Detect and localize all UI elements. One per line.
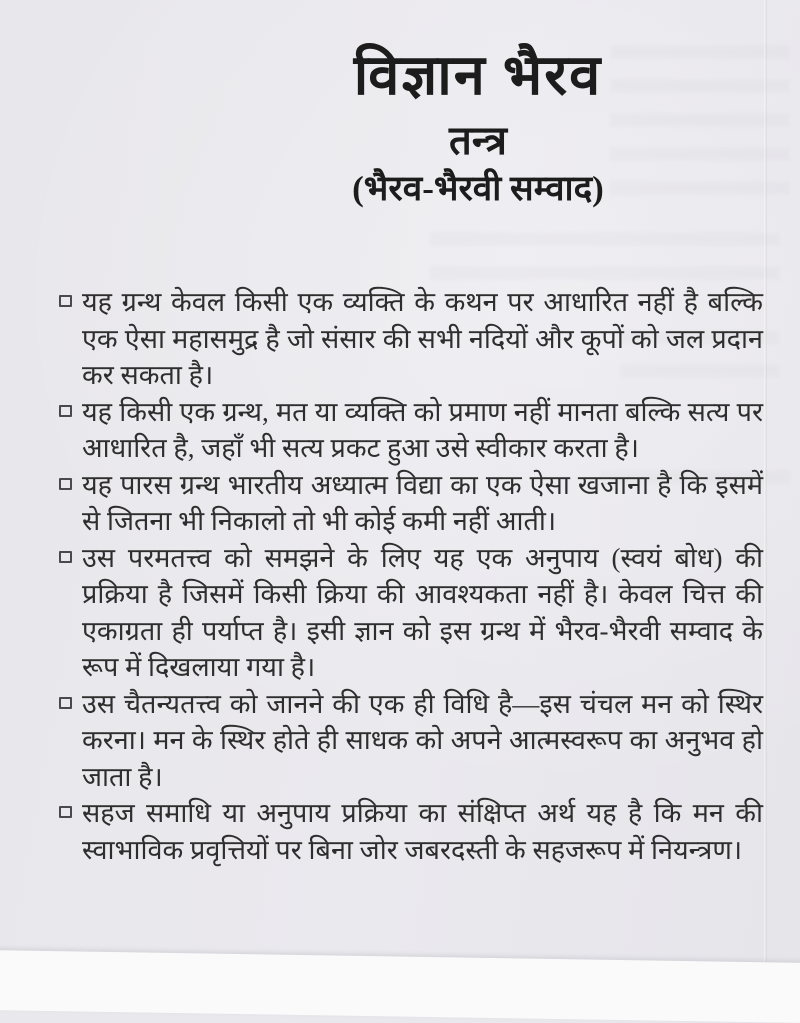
list-item bbox=[59, 394, 763, 467]
checkbox-icon bbox=[59, 295, 72, 307]
checkbox-icon bbox=[59, 478, 72, 490]
bullet-text: उस परमतत्त्व को समझने के लिए यह एक अनुपाय (स्वयं बोध) की प्रक्रिया है जिसमें किसी क्रिया की आवश्यकता नहीं है। केवल चित्त की एकाग्रता ही पर्याप्त है। इसी ज्ञान को इस ग्रन्थ में भैरव-भैरवी सम्वाद के रूप में दिखलाया गया है। bbox=[82, 542, 763, 682]
list-item bbox=[59, 284, 763, 394]
bullet-text: सहज समाधि या अनुपाय प्रक्रिया का संक्षिप्त अर्थ यह है कि मन की स्वाभाविक प्रवृत्तियों पर बिना जोर जबरदस्ती के सहजरूप में नियन्त्रण। bbox=[82, 798, 763, 865]
title-block bbox=[78, 36, 800, 212]
list-item bbox=[59, 540, 763, 686]
scan-edge bbox=[0, 950, 800, 1023]
page-subtitle-note: (भैरव-भैरवी सम्वाद) bbox=[352, 169, 604, 208]
bullet-text: यह पारस ग्रन्थ भारतीय अध्यात्म विद्या का एक ऐसा खजाना है कि इसमें से जितना भी निकालो तो भी कोई कमी नहीं आती। bbox=[82, 469, 763, 536]
list-item bbox=[59, 467, 763, 540]
checkbox-icon bbox=[59, 551, 72, 563]
list-item bbox=[59, 686, 763, 796]
bullet-text: यह किसी एक ग्रन्थ, मत या व्यक्ति को प्रमाण नहीं मानता बल्कि सत्य पर आधारित है, जहाँ भी सत्य प्रकट हुआ उसे स्वीकार करता है। bbox=[82, 396, 763, 463]
bullet-list bbox=[59, 284, 763, 868]
checkbox-icon bbox=[59, 806, 72, 818]
page-subtitle: तन्त्र bbox=[449, 118, 507, 163]
bullet-text: यह ग्रन्थ केवल किसी एक व्यक्ति के कथन पर आधारित नहीं है बल्कि एक ऐसा महासमुद्र है जो संसार की सभी नदियों और कूपों को जल प्रदान कर सकता है। bbox=[82, 287, 763, 390]
bullet-text: उस चैतन्यतत्त्व को जानने की एक ही विधि है—इस चंचल मन को स्थिर करना। मन के स्थिर होते ही साधक को अपने आत्मस्वरूप का अनुभव हो जाता है। bbox=[82, 688, 763, 792]
page-title: विज्ञान भैरव bbox=[353, 45, 603, 107]
list-item bbox=[59, 795, 763, 868]
checkbox-icon bbox=[59, 697, 72, 709]
checkbox-icon bbox=[59, 405, 72, 417]
